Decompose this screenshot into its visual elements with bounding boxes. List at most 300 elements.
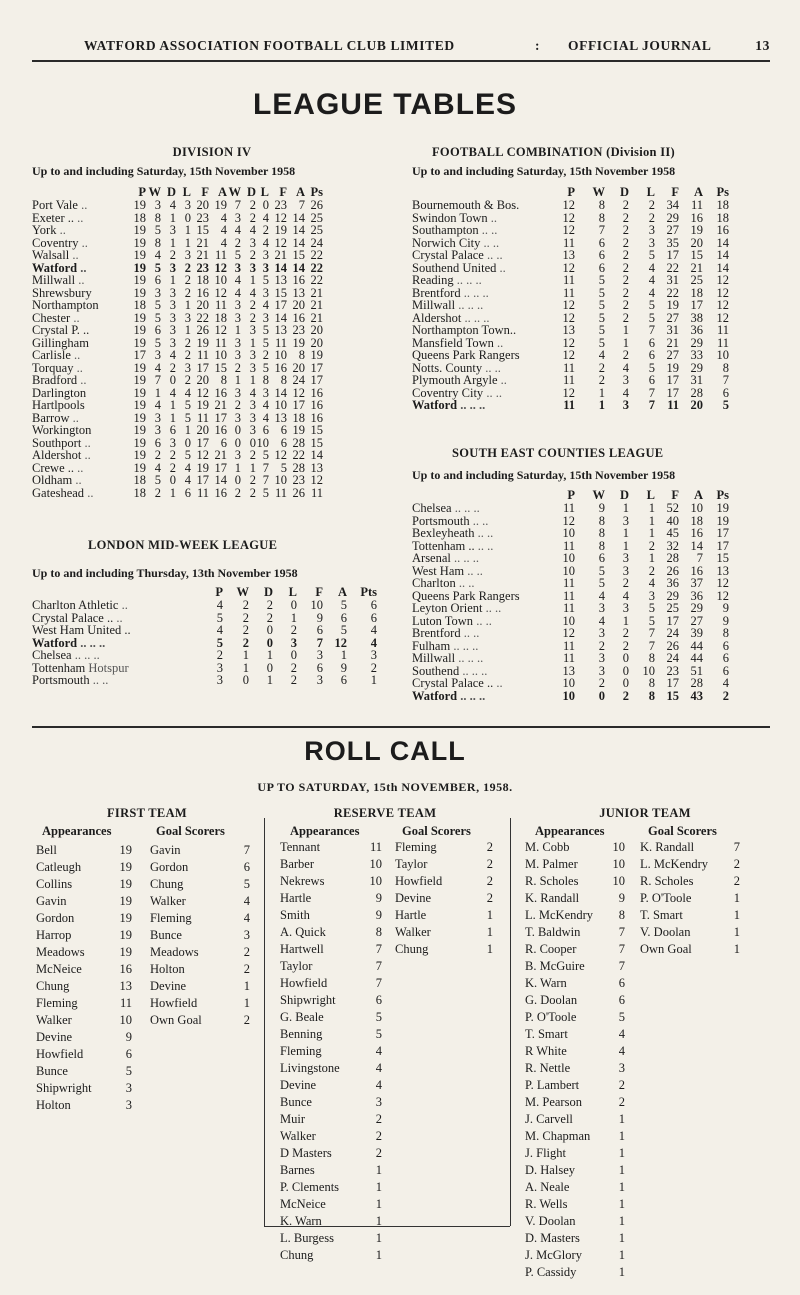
stat-cell: 2	[249, 248, 256, 262]
leader-dots: ..	[497, 335, 504, 350]
stat-cell: 13	[310, 460, 323, 475]
player-name: L. McKendry	[640, 857, 709, 872]
player-name: Harrop	[36, 928, 72, 943]
leader-dots: .. .. ..	[458, 651, 484, 665]
reserve-team-goal-head: Goal Scorers	[402, 824, 471, 838]
leader-dots: .. ..	[477, 526, 494, 540]
stat-cell: 23	[196, 260, 209, 275]
stat-cell: 4	[370, 623, 377, 637]
player-count: 4	[375, 1061, 382, 1076]
player-count: 1	[733, 925, 740, 940]
player-count: 5	[125, 1064, 132, 1079]
stat-cell: 1	[249, 335, 256, 350]
stat-cell: 1	[648, 526, 655, 540]
section-rule	[32, 726, 770, 728]
stat-cell: 6	[280, 435, 287, 450]
stat-cell: 19	[133, 260, 146, 275]
stat-cell: 19	[133, 323, 146, 337]
stat-cell: 1	[169, 398, 176, 412]
stat-cell: 2	[648, 563, 655, 578]
list-item	[525, 1196, 625, 1213]
player-name: Bunce	[150, 928, 182, 943]
stat-cell: 19	[133, 273, 146, 287]
player-count: 2	[618, 1095, 625, 1110]
table-row	[32, 487, 323, 500]
player-count: 7	[618, 925, 625, 940]
list-item	[525, 941, 625, 958]
stat-cell: 24	[666, 626, 679, 640]
list-item	[36, 1029, 132, 1046]
lmw-subtitle: Up to and including Thursday, 13th November 1958	[32, 566, 298, 580]
team-name: Luton Town	[412, 613, 474, 628]
column-header: F	[671, 487, 679, 502]
player-count: 4	[375, 1078, 382, 1093]
stat-cell: 2	[622, 626, 629, 640]
leader-dots: .. ..	[92, 673, 109, 687]
team-name: Bexleyheath	[412, 526, 475, 540]
team-name: Walsall	[32, 248, 70, 262]
stat-cell: 13	[274, 273, 287, 287]
stat-cell: 6	[648, 335, 655, 350]
stat-cell: 5	[184, 410, 191, 425]
stat-cell: 3	[622, 373, 629, 387]
column-header: P	[567, 487, 575, 502]
list-item	[525, 1009, 625, 1026]
stat-cell: 5	[648, 613, 655, 628]
stat-cell: 12	[274, 448, 287, 462]
player-count: 1	[618, 1129, 625, 1144]
stat-cell: 10	[562, 526, 575, 540]
table-row	[32, 199, 323, 212]
list-item	[525, 975, 625, 992]
stat-cell: 0	[234, 435, 241, 450]
stat-cell: 5	[598, 310, 605, 325]
list-item	[280, 1111, 382, 1128]
stat-cell: 1	[184, 223, 191, 237]
team-name: Chelsea	[412, 501, 452, 515]
stat-cell: 10	[562, 563, 575, 578]
stat-cell: 23	[666, 663, 679, 678]
stat-cell: 8	[648, 651, 655, 665]
stat-cell: 40	[666, 513, 679, 528]
stat-cell: 19	[133, 410, 146, 425]
leader-dots: ..	[121, 598, 128, 612]
first-team-app-head: Appearances	[42, 824, 112, 838]
list-item	[150, 876, 250, 893]
stat-cell: 11	[562, 360, 575, 375]
stat-cell: 29	[666, 210, 679, 225]
list-item	[280, 1026, 382, 1043]
divider-reserve-junior	[510, 818, 511, 1226]
stat-cell: 4	[169, 198, 176, 212]
player-count: 1	[618, 1112, 625, 1127]
team-name: Millwall	[32, 273, 76, 287]
stat-cell: 5	[154, 335, 161, 350]
stat-cell: 0	[234, 473, 241, 487]
table-row	[32, 449, 323, 462]
stat-cell: 2	[242, 610, 249, 625]
stat-cell: 5	[722, 398, 729, 412]
team-name: Plymouth Argyle	[412, 373, 498, 387]
stat-cell: 11	[274, 335, 287, 350]
stat-cell: 2	[266, 610, 273, 625]
column-header: A	[693, 487, 703, 502]
stat-cell: 11	[667, 398, 679, 412]
stat-cell: 6	[722, 651, 729, 665]
stat-cell: 3	[234, 210, 241, 225]
stat-cell: 16	[716, 223, 729, 237]
stat-cell: 24	[310, 235, 323, 250]
list-item	[280, 873, 382, 890]
team-name: Aldershot	[412, 310, 462, 325]
stat-cell: 4	[648, 273, 655, 287]
stat-cell: 4	[154, 398, 161, 412]
stat-cell: 19	[133, 248, 146, 262]
leader-dots: ..	[500, 373, 507, 387]
player-count: 2	[375, 1146, 382, 1161]
page-number: 13	[755, 38, 770, 53]
stat-cell: 12	[562, 223, 575, 237]
stat-cell: 20	[196, 373, 209, 387]
stat-cell: 24	[292, 373, 305, 387]
player-name: Chung	[36, 979, 70, 994]
stat-cell: 16	[310, 385, 323, 400]
stat-cell: 2	[598, 373, 605, 387]
stat-cell: 16	[292, 273, 305, 287]
team-name: Carlisle	[32, 348, 71, 362]
stat-cell: 8	[154, 235, 161, 250]
stat-cell: 16	[310, 398, 323, 412]
player-count: 1	[243, 979, 250, 994]
div4-subtitle: Up to and including Saturday, 15th November 1958	[32, 164, 296, 178]
stat-cell: 12	[562, 310, 575, 325]
stat-cell: 2	[234, 398, 241, 412]
list-item	[525, 907, 625, 924]
stat-cell: 16	[690, 526, 703, 540]
stat-cell: 21	[666, 335, 679, 350]
stat-cell: 3	[648, 235, 655, 250]
list-item	[150, 944, 250, 961]
stat-cell: 11	[214, 248, 227, 262]
stat-cell: 24	[666, 651, 679, 665]
list-item	[280, 1043, 382, 1060]
stat-cell: 6	[262, 423, 269, 437]
list-item	[150, 910, 250, 927]
stat-cell: 3	[169, 335, 176, 350]
stat-cell: 20	[196, 198, 209, 212]
column-header: L	[288, 584, 297, 599]
stat-cell: 10	[562, 676, 575, 690]
stat-cell: 14	[274, 260, 287, 275]
stat-cell: 4	[169, 348, 176, 362]
stat-cell: 10	[274, 473, 287, 487]
player-count: 7	[618, 942, 625, 957]
secl-title: SOUTH EAST COUNTIES LEAGUE	[452, 446, 664, 460]
stat-cell: 3	[262, 260, 269, 275]
stat-cell: 3	[622, 563, 629, 578]
stat-cell: 3	[622, 551, 629, 565]
stat-cell: 14	[716, 235, 729, 250]
column-header: W	[592, 487, 605, 502]
stat-cell: 5	[154, 310, 161, 325]
list-item	[395, 839, 493, 856]
stat-cell: 2	[184, 273, 191, 287]
player-count: 5	[618, 1010, 625, 1025]
stat-cell: 2	[234, 360, 241, 375]
stat-cell: 9	[722, 613, 729, 628]
stat-cell: 12	[716, 285, 729, 300]
leader-dots: .. ..	[486, 248, 503, 262]
player-name: K. Randall	[640, 840, 695, 855]
team-name: Watford	[32, 635, 78, 650]
stat-cell: 8	[220, 373, 227, 387]
stat-cell: 3	[316, 648, 323, 662]
player-name: Shipwright	[280, 993, 336, 1008]
team-name: Queens Park Rangers	[412, 348, 520, 362]
player-name: Own Goal	[640, 942, 692, 957]
stat-cell: 52	[666, 501, 679, 515]
player-name: Walker	[280, 1129, 316, 1144]
stat-cell: 12	[562, 198, 575, 212]
stat-cell: 14	[716, 248, 729, 262]
stat-cell: 7	[298, 198, 305, 212]
stat-cell: 1	[234, 373, 241, 387]
player-name: Walker	[150, 894, 186, 909]
stat-cell: 44	[690, 638, 703, 653]
player-name: Livingstone	[280, 1061, 340, 1076]
stat-cell: 36	[690, 323, 703, 337]
stat-cell: 4	[216, 623, 223, 637]
stat-cell: 3	[154, 348, 161, 362]
reserve-team-title: RESERVE TEAM	[333, 806, 437, 820]
player-name: Meadows	[36, 945, 85, 960]
leader-dots: .. .. ..	[462, 663, 488, 678]
stat-cell: 19	[133, 435, 146, 450]
player-name: Barber	[280, 857, 315, 872]
stat-cell: 1	[340, 648, 347, 662]
stat-cell: 4	[184, 460, 191, 475]
stat-cell: 4	[262, 210, 269, 225]
lmw-header-row	[32, 585, 377, 599]
stat-cell: 11	[562, 601, 575, 615]
stat-cell: 2	[622, 210, 629, 225]
list-item	[525, 890, 625, 907]
stat-cell: 2	[622, 310, 629, 325]
player-name: Tennant	[280, 840, 321, 855]
stat-cell: 12	[716, 310, 729, 325]
stat-cell: 0	[266, 623, 273, 637]
stat-cell: 18	[690, 513, 703, 528]
list-item	[280, 1009, 382, 1026]
stat-cell: 3	[169, 435, 176, 450]
stat-cell: 2	[648, 210, 655, 225]
leader-dots: .. ..	[483, 235, 500, 250]
stat-cell: 2	[184, 285, 191, 300]
stat-cell: 11	[690, 198, 703, 212]
player-count: 2	[486, 874, 493, 889]
stat-cell: 6	[648, 373, 655, 387]
stat-cell: 4	[154, 460, 161, 475]
team-name: Mansfield Town	[412, 335, 494, 350]
player-name: Hartwell	[280, 942, 324, 957]
player-name: Chung	[150, 877, 184, 892]
stat-cell: 17	[292, 398, 305, 412]
stat-cell: 26	[666, 638, 679, 653]
stat-cell: 18	[716, 210, 729, 225]
stat-cell: 12	[716, 298, 729, 312]
team-name: Port Vale	[32, 198, 78, 212]
div4-table	[32, 185, 323, 499]
divider-first-reserve	[264, 818, 265, 1226]
stat-cell: 44	[690, 651, 703, 665]
stat-cell: 19	[292, 335, 305, 350]
stat-cell: 2	[249, 473, 256, 487]
stat-cell: 1	[169, 410, 176, 425]
stat-cell: 8	[598, 513, 605, 528]
player-name: R. Scholes	[525, 874, 579, 889]
column-header: W	[148, 184, 161, 199]
stat-cell: 5	[154, 298, 161, 312]
stat-cell: 14	[292, 235, 305, 250]
leader-dots: .. ..	[472, 513, 489, 528]
list-item	[150, 1012, 250, 1029]
leader-dots: ..	[499, 260, 506, 275]
list-item	[525, 1026, 625, 1043]
secl-subtitle: Up to and including Saturday, 15th November 1958	[412, 468, 676, 482]
stat-cell: 11	[562, 638, 575, 653]
stat-cell: 4	[648, 285, 655, 300]
stat-cell: 17	[666, 248, 679, 262]
team-name: Chester	[32, 310, 71, 325]
list-item	[640, 856, 740, 873]
stat-cell: 4	[370, 635, 377, 650]
stat-cell: 4	[262, 235, 269, 250]
stat-cell: 6	[340, 673, 347, 687]
list-item	[150, 842, 250, 859]
stat-cell: 2	[290, 660, 297, 675]
player-name: Chung	[395, 942, 429, 957]
player-name: Chung	[280, 1248, 314, 1263]
stat-cell: 12	[562, 210, 575, 225]
stat-cell: 11	[196, 485, 209, 500]
stat-cell: 28	[690, 676, 703, 690]
stat-cell: 19	[716, 513, 729, 528]
stat-cell: 32	[666, 538, 679, 553]
stat-cell: 19	[133, 360, 146, 375]
stat-cell: 2	[184, 348, 191, 362]
stat-cell: 2	[266, 598, 273, 612]
stat-cell: 20	[690, 235, 703, 250]
stat-cell: 6	[722, 663, 729, 678]
player-count: 3	[618, 1061, 625, 1076]
leader-dots: ..	[87, 485, 94, 500]
stat-cell: 3	[184, 310, 191, 325]
stat-cell: 18	[133, 210, 146, 225]
list-item	[280, 1060, 382, 1077]
team-name: Workington	[32, 423, 92, 437]
player-count: 6	[375, 993, 382, 1008]
player-count: 19	[119, 877, 132, 892]
stat-cell: 3	[234, 348, 241, 362]
stat-cell: 2	[154, 485, 161, 500]
player-name: Barnes	[280, 1163, 315, 1178]
list-item	[395, 890, 493, 907]
leader-dots: .. ..	[467, 563, 483, 578]
stat-cell: 17	[666, 676, 679, 690]
stat-cell: 19	[196, 398, 209, 412]
player-count: 19	[119, 894, 132, 909]
stat-cell: 16	[214, 385, 227, 400]
stat-cell: 4	[598, 588, 605, 603]
stat-cell: 2	[249, 198, 256, 212]
stat-cell: 11	[562, 285, 575, 300]
stat-cell: 11	[716, 323, 729, 337]
player-name: L. McKendry	[525, 908, 594, 923]
list-item	[36, 1097, 132, 1114]
leader-dots: ..	[59, 223, 66, 237]
stat-cell: 6	[280, 423, 287, 437]
secl-table	[412, 488, 729, 702]
list-item	[525, 839, 625, 856]
reserve-team-goals	[395, 839, 493, 958]
stat-cell: 2	[622, 285, 629, 300]
stat-cell: 26	[666, 563, 679, 578]
stat-cell: 11	[196, 410, 209, 425]
stat-cell: 0	[242, 673, 249, 687]
player-name: R. Scholes	[640, 874, 694, 889]
leader-dots: .. ..	[476, 613, 492, 628]
list-item	[395, 856, 493, 873]
stat-cell: 2	[598, 676, 605, 690]
stat-cell: 1	[169, 485, 176, 500]
stat-cell: 8	[648, 688, 655, 703]
stat-cell: 8	[262, 373, 269, 387]
team-name: Southend	[412, 663, 460, 678]
stat-cell: 1	[622, 501, 629, 515]
list-item	[36, 1012, 132, 1029]
player-count: 4	[375, 1044, 382, 1059]
list-item	[36, 961, 132, 978]
stat-cell: 22	[310, 273, 323, 287]
player-name: Gavin	[36, 894, 67, 909]
stat-cell: 6	[598, 235, 605, 250]
stat-cell: 2	[290, 623, 297, 637]
list-item	[525, 1077, 625, 1094]
stat-cell: 25	[310, 223, 323, 237]
player-count: 1	[733, 891, 740, 906]
player-count: 2	[618, 1078, 625, 1093]
stat-cell: 7	[598, 223, 605, 237]
stat-cell: 6	[340, 610, 347, 625]
list-item	[525, 1111, 625, 1128]
player-count: 2	[733, 874, 740, 889]
stat-cell: 1	[266, 673, 273, 687]
team-name: Millwall	[412, 651, 456, 665]
player-count: 7	[375, 976, 382, 991]
stat-cell: 7	[648, 323, 655, 337]
stat-cell: 3	[262, 310, 269, 325]
list-item	[525, 1264, 625, 1281]
stat-cell: 17	[716, 526, 729, 540]
stat-cell: 3	[262, 285, 269, 300]
list-item	[36, 859, 132, 876]
leader-dots: ..	[75, 473, 82, 487]
stat-cell: 3	[648, 223, 655, 237]
player-count: 9	[375, 908, 382, 923]
player-name: Devine	[395, 891, 432, 906]
player-count: 7	[733, 840, 740, 855]
stat-cell: 22	[310, 260, 323, 275]
